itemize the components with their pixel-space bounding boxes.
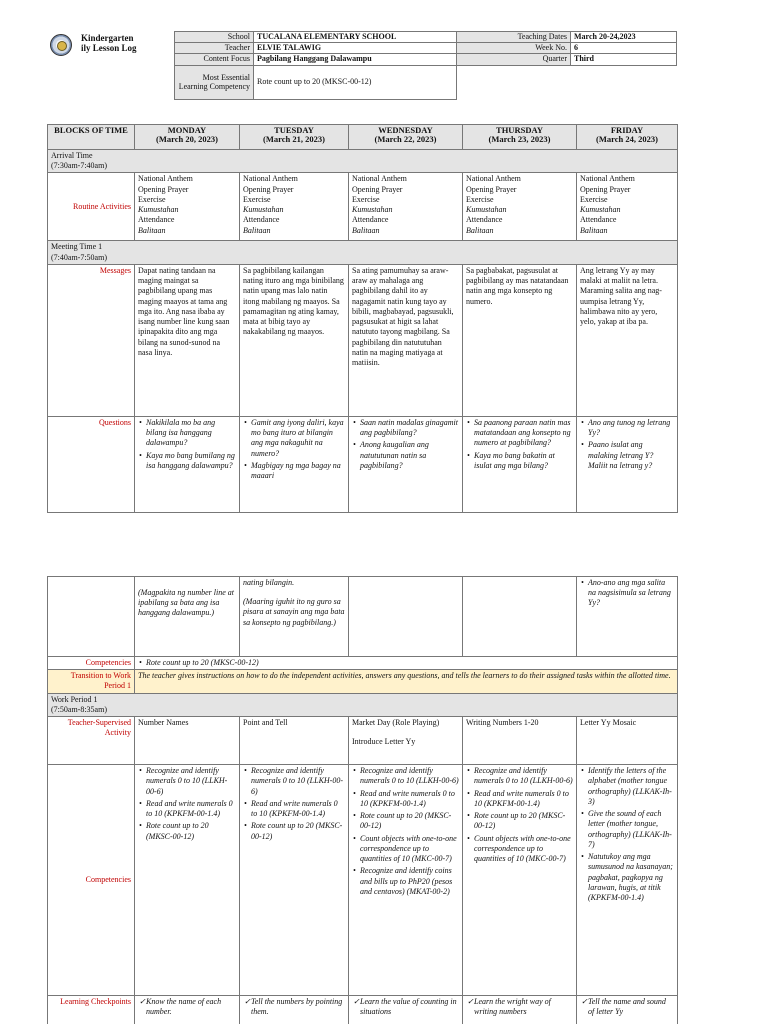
transition-text: The teacher gives instructions on how to do the independent activities, answers any questions, and tells the learners to do their assigned tasks within the allotted time. <box>135 670 678 693</box>
day-header-tue: TUESDAY (March 21, 2023) <box>240 125 349 150</box>
activity-thu: Writing Numbers 1-20 <box>463 717 577 765</box>
routine-item: Kumustahan <box>466 205 507 215</box>
list-item: • Sa paanong paraan natin mas matatandaan ang konsepto ng numero at pagbibilang? <box>466 418 573 449</box>
list-item: • Recognize and identify numerals 0 to 10 (LLKH-00-6) <box>466 766 573 786</box>
questions-tue-note: (Maaring iguhit ito ng guro sa pisara at sanayin ang mga bata sa konsepto ng pagbibilang.) <box>243 597 345 627</box>
routine-item: Kumustahan <box>243 205 284 215</box>
routine-item: National Anthem <box>352 174 407 184</box>
routine-item: Opening Prayer <box>580 184 631 194</box>
list-item: • Count objects with one-to-one correspondence up to quantities of 10 (MKC-00-7) <box>466 834 573 865</box>
list-item: • Gamit ang iyong daliri, kaya mo bang ituro at bilangin ang mga nakaguhit na numero? <box>243 418 345 459</box>
list-item: • Natutukoy ang mga sumusunod na kasanayan; pagbakat, pagkopya ng larawan, hugis, at titik (KPKFM-00-1.4) <box>580 852 674 903</box>
routine-item: National Anthem <box>243 174 298 184</box>
routine-item: Exercise <box>243 194 271 204</box>
routine-item: Exercise <box>466 194 494 204</box>
routine-item: Attendance <box>352 215 389 225</box>
messages-label: Messages <box>48 264 135 416</box>
routine-item: Exercise <box>138 194 166 204</box>
questions-label: Questions <box>48 416 135 512</box>
list-item: • Recognize and identify coins and bills up to PhP20 (pesos and centavos) (MKAT-00-2) <box>352 866 459 897</box>
routine-thu <box>463 173 577 241</box>
school-value: TUCALANA ELEMENTARY SCHOOL <box>254 32 457 43</box>
routine-item: Balitaan <box>243 225 271 235</box>
routine-mon <box>135 173 240 241</box>
routine-tue <box>240 173 349 241</box>
routine-item: Balitaan <box>580 225 608 235</box>
list-item: • Recognize and identify numerals 0 to 10 (LLKH-00-6) <box>138 766 236 797</box>
questions-mon <box>138 418 236 471</box>
routine-item: Attendance <box>138 215 175 225</box>
document-title: Kindergarten ily Lesson Log <box>81 33 137 54</box>
lesson-table-page2 <box>47 576 678 1024</box>
competencies-thu <box>466 766 573 864</box>
list-item: • Rote count up to 20 (MKSC-00-12) <box>352 811 459 831</box>
checkpoint-thu: ✓ Learn the wright way of writing numbers <box>466 997 573 1017</box>
list-item: • Magbigay ng mga bagay na maaari <box>243 461 345 481</box>
message-fri: Ang letrang Yy ay may malaki at maliit na letra. Maraming salita ang nag-uumpisa letrang Yy, halimbawa nito ay yero, yelo, yakap at iba pa. <box>577 264 678 416</box>
questions-mon-note: (Magpakita ng number line at ipabilang sa bata ang isa hanggang dalawampu.) <box>138 588 234 618</box>
list-item: • Kaya mo bang bumilang ng isa hanggang dalawampu? <box>138 451 236 471</box>
day-header-wed: WEDNESDAY (March 22, 2023) <box>349 125 463 150</box>
routine-item: Kumustahan <box>138 205 179 215</box>
routine-item: Balitaan <box>138 225 166 235</box>
day-header-thu: THURSDAY (March 23, 2023) <box>463 125 577 150</box>
list-item: • Read and write numerals 0 to 10 (KPKFM-00-1.4) <box>352 789 459 809</box>
routine-item: National Anthem <box>580 174 635 184</box>
deped-seal-icon <box>50 34 72 56</box>
competency-all-days: • Rote count up to 20 (MKSC-00-12) <box>138 658 674 668</box>
routine-item: Exercise <box>580 194 608 204</box>
teacher-supervised-label: Teacher-Supervised Activity <box>48 717 135 765</box>
day-header-fri: FRIDAY (March 24, 2023) <box>577 125 678 150</box>
routine-item: Attendance <box>466 215 503 225</box>
routine-fri <box>577 173 678 241</box>
week-value: 6 <box>571 43 677 54</box>
questions-tue <box>243 418 345 481</box>
list-item: • Count objects with one-to-one correspondence up to quantities of 10 (MKC-00-7) <box>352 834 459 865</box>
day-header-mon: MONDAY (March 20, 2023) <box>135 125 240 150</box>
questions-wed <box>352 418 459 471</box>
routine-item: Attendance <box>580 215 617 225</box>
lesson-table-page1 <box>47 124 678 513</box>
checkpoint-wed: ✓ Learn the value of counting in situations <box>352 997 459 1017</box>
list-item: • Read and write numerals 0 to 10 (KPKFM-00-1.4) <box>138 799 236 819</box>
meeting-time-section: Meeting Time 1 (7:40am-7:50am) <box>48 241 678 264</box>
list-item: • Read and write numerals 0 to 10 (KPKFM-00-1.4) <box>243 799 345 819</box>
routine-item: Balitaan <box>466 225 494 235</box>
list-item: • Paano isulat ang malaking letrang Y? Maliit na letrang y? <box>580 440 674 471</box>
routine-item: National Anthem <box>466 174 521 184</box>
arrival-time-section: Arrival Time (7:30am-7:40am) <box>48 150 678 173</box>
activity-fri: Letter Yy Mosaic <box>577 717 678 765</box>
activity-mon: Number Names <box>135 717 240 765</box>
questions-fri-cont: • Ano-ano ang mga salita na nagsisimula sa letrang Yy? <box>580 578 674 609</box>
list-item: • Anong kaugalian ang natututunan natin sa pagbibilang? <box>352 440 459 471</box>
list-item: • Give the sound of each letter (mother tongue, orthography) (LLKAK-Ih-7) <box>580 809 674 850</box>
list-item: • Kaya mo bang bakatin at isulat ang mga bilang? <box>466 451 573 471</box>
competencies-label: Competencies <box>48 657 135 670</box>
routine-item: National Anthem <box>138 174 193 184</box>
list-item: • Rote count up to 20 (MKSC-00-12) <box>138 821 236 841</box>
lesson-log-header <box>47 31 678 104</box>
teacher-value: ELVIE TALAWIG <box>254 43 457 54</box>
routine-item: Exercise <box>352 194 380 204</box>
routine-item: Opening Prayer <box>138 184 189 194</box>
content-focus-value: Pagbilang Hanggang Dalawampu <box>254 54 457 65</box>
list-item: • Ano ang tunog ng letrang Yy? <box>580 418 674 438</box>
list-item: • Saan natin madalas ginagamit ang pagbibilang? <box>352 418 459 438</box>
message-wed: Sa ating pamumuhay sa araw-araw ay mahalaga ang pagbibilang dahil ito ay nagagamit natin kung tayo ay bibili, magbabayad, pagsusukli, pagsusukat at higit sa lahat natututo tayong magbilang. Sa pagbibilang din natututuhan natin na maging matiyaga at matiisin. <box>349 264 463 416</box>
routine-item: Attendance <box>243 215 280 225</box>
list-item: • Nakikilala mo ba ang bilang isa hanggang dalawampu? <box>138 418 236 449</box>
message-thu: Sa pagbabakat, pagsusulat at pagbibilang ay mas natatandaan natin ang mga konsepto ng numero. <box>463 264 577 416</box>
checkpoint-tue: ✓ Tell the numbers by pointing them. <box>243 997 345 1017</box>
routine-item: Opening Prayer <box>352 184 403 194</box>
activity-wed: Market Day (Role Playing) Introduce Letter Yy <box>349 717 463 765</box>
list-item: • Recognize and identify numerals 0 to 10 (LLKH-00-6) <box>352 766 459 786</box>
message-mon: Dapat nating tandaan na maging maingat sa pagbibilang upang mas maging maayos at tama ang mga ito. Ang nasa ibaba ay isang number line kung saan ipinapakita dito ang mga bilang na sunod-sunod na nasa linya. <box>135 264 240 416</box>
competencies-tue <box>243 766 345 842</box>
routine-item: Opening Prayer <box>243 184 294 194</box>
blocks-of-time-header: BLOCKS OF TIME <box>48 125 135 150</box>
learning-checkpoints-label: Learning Checkpoints <box>48 996 135 1024</box>
competencies-fri <box>580 766 674 903</box>
header-info-table: School TUCALANA ELEMENTARY SCHOOL Teaching Dates March 20-24,2023 Teacher ELVIE TALAWIG Week No. 6 Content Focus Pagbilang Hanggang Dalawampu Quarter Third Most Essential Learning Competency Rote count up to 20 (MKSC-00-12) <box>174 31 677 100</box>
competencies-wed <box>352 766 459 897</box>
routine-item: Kumustahan <box>580 205 621 215</box>
teaching-dates-value: March 20-24,2023 <box>571 32 677 43</box>
transition-label: Transition to Work Period 1 <box>48 670 135 693</box>
routine-wed <box>349 173 463 241</box>
list-item: • Read and write numerals 0 to 10 (KPKFM-00-1.4) <box>466 789 573 809</box>
quarter-value: Third <box>571 54 677 65</box>
routine-item: Opening Prayer <box>466 184 517 194</box>
questions-tue-cont: nating bilangin. <box>243 578 295 587</box>
list-item: • Rote count up to 20 (MKSC-00-12) <box>243 821 345 841</box>
melc-value: Rote count up to 20 (MKSC-00-12) <box>254 65 457 99</box>
competencies-label-2: Competencies <box>48 765 135 996</box>
checkpoint-fri: ✓ Tell the name and sound of letter Yy <box>580 997 674 1017</box>
work-period-section: Work Period 1 (7:50am-8:35am) <box>48 693 678 716</box>
activity-tue: Point and Tell <box>240 717 349 765</box>
competencies-mon <box>138 766 236 842</box>
questions-thu <box>466 418 573 471</box>
questions-fri <box>580 418 674 471</box>
checkpoint-mon: ✓ Know the name of each number. <box>138 997 236 1017</box>
message-tue: Sa pagbibilang kailangan nating ituro ang mga binibilang natin upang mas lalo natin itong mabilang ng maayos. Sa pamamagitan ng ating kamay, mata at bibig tayo ay nakakabilang ng maayos. <box>240 264 349 416</box>
routine-item: Balitaan <box>352 225 380 235</box>
routine-activities-label: Routine Activities <box>48 173 135 241</box>
list-item: • Rote count up to 20 (MKSC-00-12) <box>466 811 573 831</box>
routine-item: Kumustahan <box>352 205 393 215</box>
list-item: • Recognize and identify numerals 0 to 10 (LLKH-00-6) <box>243 766 345 797</box>
list-item: • Identify the letters of the alphabet (mother tongue orthography) (LLKAK-Ih-3) <box>580 766 674 807</box>
